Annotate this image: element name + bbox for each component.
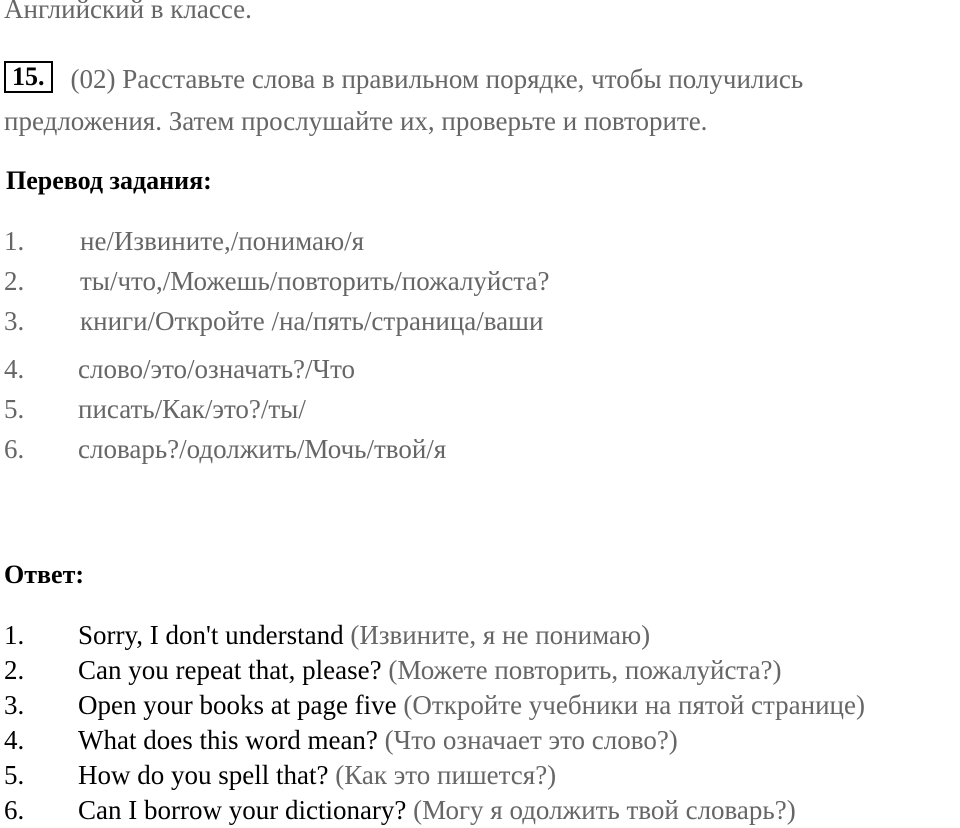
task-block [4, 58, 954, 142]
item-text: ты/что,/Можешь/повторить/пожалуйста? [80, 266, 550, 296]
task-instruction: (02) Расставьте слова в правильном порядке, чтобы получились предложения. Затем прослушайте их, проверьте и повторите. [4, 64, 804, 136]
answer-english: Open your books at page five [78, 690, 397, 720]
item-text [78, 725, 678, 756]
item-text: слово/это/означать?/Что [78, 354, 356, 384]
item-text: книги/Откройте /на/пять/страница/ваши [80, 306, 544, 336]
answer-english: Can you repeat that, please? [78, 655, 382, 685]
item-number: 2. [4, 266, 25, 296]
task-number-badge: 15. [4, 61, 53, 93]
item-number: 4. [4, 725, 25, 755]
answer-english: Sorry, I don't understand [78, 620, 344, 650]
answer-russian: (Можете повторить, пожалуйста?) [388, 655, 782, 685]
answer-title: Ответ: [4, 560, 85, 589]
answer-english: What does this word mean? [78, 725, 378, 755]
answer-russian: (Извините, я не понимаю) [350, 620, 651, 650]
translation-title: Перевод задания: [6, 166, 212, 195]
item-text: писать/Как/это?/ты/ [78, 394, 306, 424]
item-number: 1. [4, 620, 25, 650]
item-text [78, 655, 782, 686]
item-number: 4. [4, 354, 25, 384]
item-number: 3. [4, 306, 25, 336]
item-number: 5. [4, 760, 25, 790]
answer-russian: (Могу я одолжить твой словарь?) [413, 795, 796, 825]
item-text [78, 760, 556, 791]
answer-english: Can I borrow your dictionary? [78, 795, 407, 825]
item-number: 5. [4, 394, 25, 424]
top-text: Английский в классе. [4, 0, 252, 24]
item-number: 2. [4, 655, 25, 685]
item-text [78, 690, 865, 721]
answer-russian: (Как это пишется?) [335, 760, 557, 790]
item-number: 1. [4, 226, 25, 256]
answer-russian: (Что означает это слово?) [384, 725, 678, 755]
answer-russian: (Откройте учебники на пятой странице) [403, 690, 865, 720]
item-text [78, 620, 650, 651]
item-number: 6. [4, 795, 25, 825]
item-number: 3. [4, 690, 25, 720]
item-text: не/Извините,/понимаю/я [80, 226, 365, 256]
answer-english: How do you spell that? [78, 760, 329, 790]
item-number: 6. [4, 434, 25, 464]
item-text: словарь?/одолжить/Мочь/твой/я [78, 434, 447, 464]
item-text [78, 795, 796, 826]
